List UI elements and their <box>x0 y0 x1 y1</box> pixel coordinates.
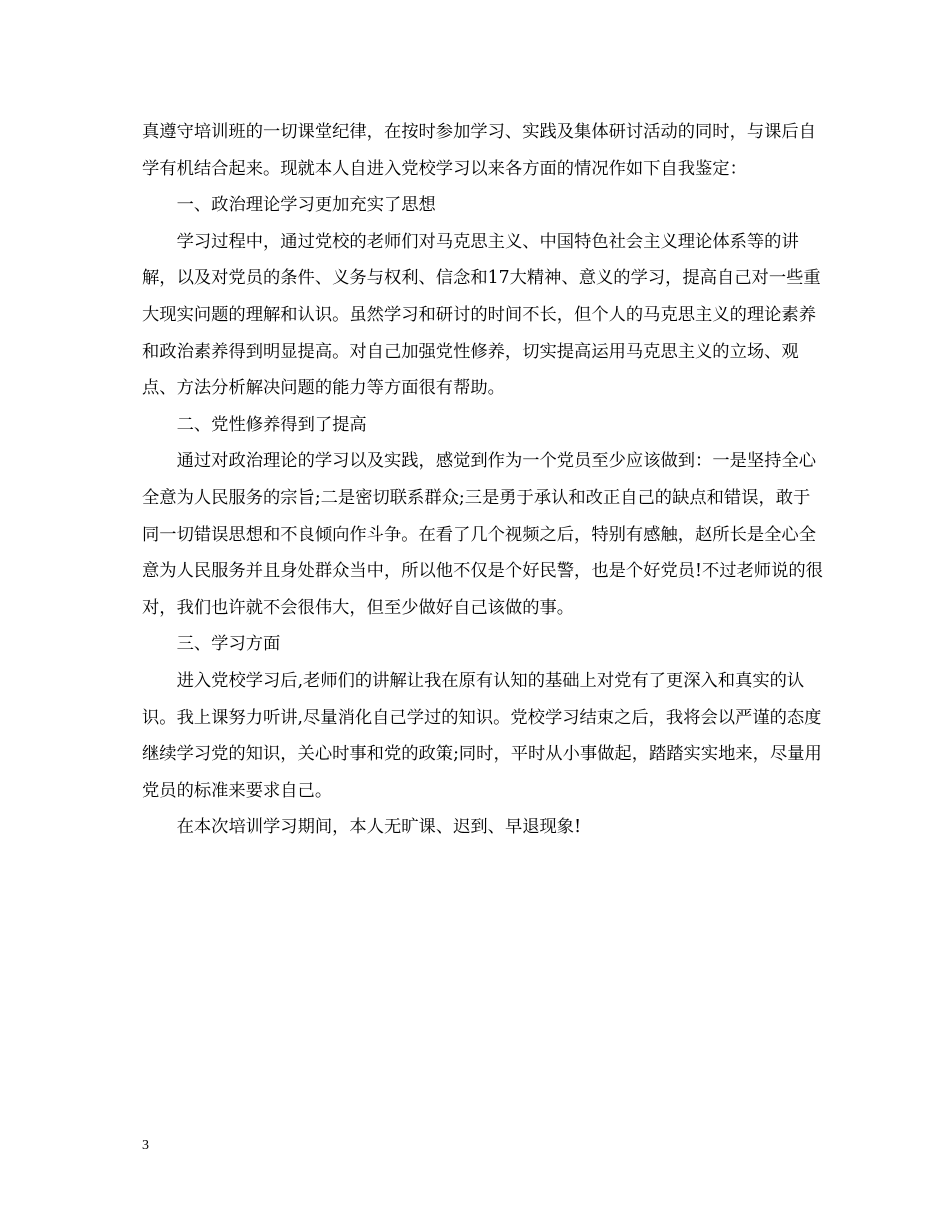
page-number: 3 <box>142 1138 149 1153</box>
paragraph-attendance: 在本次培训学习期间，本人无旷课、迟到、早退现象! <box>176 817 582 838</box>
paragraph-continuation: 真遵守培训班的一切课堂纪律，在按时参加学习、实践及集体研讨活动的同时，与课后自学有机结合起来。现就本人自进入党校学习以来各方面的情况作如下自我鉴定： <box>142 122 816 179</box>
section-heading-political-theory: 一、政治理论学习更加充实了思想 <box>176 195 436 216</box>
document-body <box>142 114 826 846</box>
paragraph-party-spirit: 通过对政治理论的学习以及实践，感觉到作为一个党员至少应该做到：一是坚持全心全意为人民服务的宗旨;二是密切联系群众;三是勇于承认和改正自己的缺点和错误，敢于同一切错误思想和不良倾向作斗争。在看了几个视频之后，特别有感触，赵所长是全心全意为人民服务并且身处群众当中，所以他不仅是个好民警，也是个好党员!不过老师说的很对，我们也许就不会很伟大，但至少做好自己该做的事。 <box>142 451 823 618</box>
paragraph-political-theory: 学习过程中，通过党校的老师们对马克思主义、中国特色社会主义理论体系等的讲解，以及对党员的条件、义务与权利、信念和17大精神、意义的学习，提高自己对一些重大现实问题的理解和认识。虽然学习和研讨的时间不长，但个人的马克思主义的理论素养和政治素养得到明显提高。对自己加强党性修养，切实提高运用马克思主义的立场、观点、方法分析解决问题的能力等方面很有帮助。 <box>142 231 821 399</box>
paragraph-study: 进入党校学习后,老师们的讲解让我在原有认知的基础上对党有了更深入和真实的认识。我上课努力听讲,尽量消化自己学过的知识。党校学习结束之后，我将会以严谨的态度继续学习党的知识，关心时事和党的政策;同时，平时从小事做起，踏踏实实地来，尽量用党员的标准来要求自己。 <box>142 670 822 801</box>
section-heading-study: 三、学习方面 <box>176 634 281 655</box>
section-heading-party-spirit: 二、党性修养得到了提高 <box>176 414 367 435</box>
